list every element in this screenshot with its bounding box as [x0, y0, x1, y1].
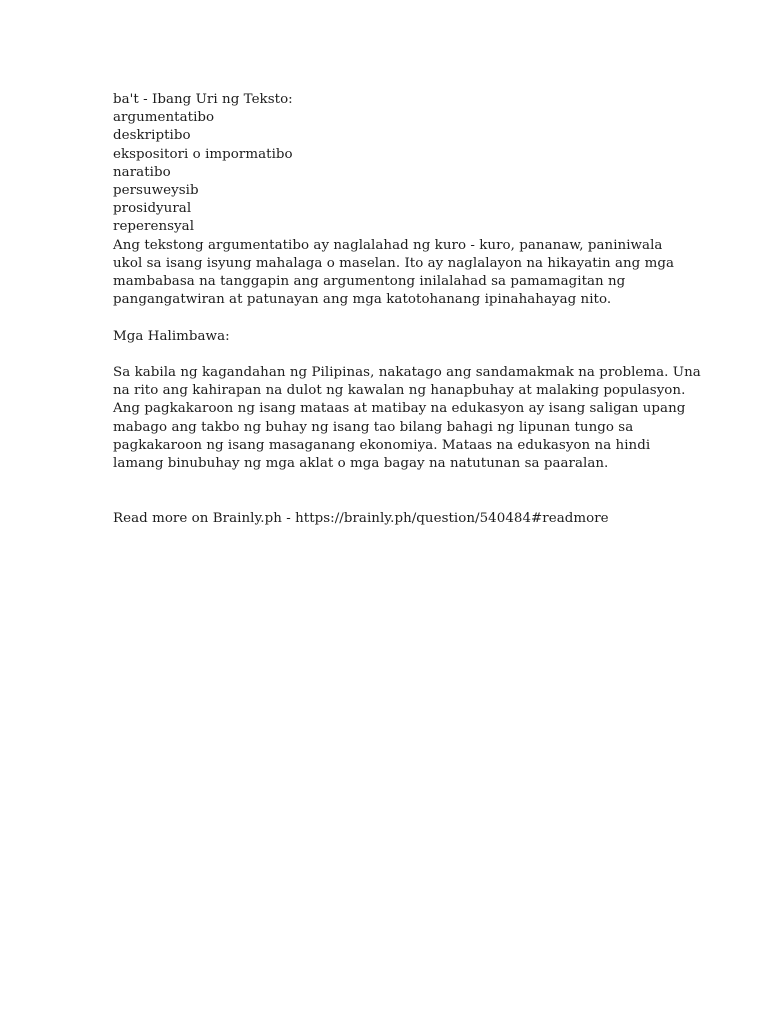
example-line: Ang pagkakaroon ng isang mataas at matibay na edukasyon ay isang saligan upang	[113, 401, 686, 417]
document-heading: ba't - Ibang Uri ng Teksto:	[113, 92, 293, 107]
text-types-list	[113, 109, 673, 236]
example-line: pagkakaroon ng isang masaganang ekonomiya. Mataas na edukasyon na hindi	[113, 437, 651, 453]
text-type-item: reperensyal	[113, 219, 195, 235]
examples-heading: Mga Halimbawa:	[113, 328, 230, 344]
text-type-item: persuweysib	[113, 183, 199, 199]
definition-line: mambabasa na tanggapin ang argumentong inilalahad sa pamamagitan ng	[113, 274, 626, 290]
text-type-item: deskriptibo	[113, 128, 191, 144]
text-type-item: prosidyural	[113, 201, 192, 217]
definition-line: pangangatwiran at patunayan ang mga katotohanang ipinahahayag nito.	[113, 292, 612, 308]
text-type-item: ekspositori o impormatibo	[113, 146, 293, 162]
example-line: na rito ang kahirapan na dulot ng kawalan ng hanapbuhay at malaking populasyon.	[113, 383, 686, 399]
text-type-item: argumentatibo	[113, 110, 215, 126]
example-line: mabago ang takbo ng buhay ng isang tao bilang bahagi ng lipunan tungo sa	[113, 419, 634, 435]
example-line: Sa kabila ng kagandahan ng Pilipinas, nakatago ang sandamakmak na problema. Una	[113, 365, 701, 381]
definition-line: Ang tekstong argumentatibo ay naglalahad ng kuro - kuro, pananaw, paniniwala	[113, 237, 663, 253]
text-type-item: naratibo	[113, 164, 171, 180]
example-paragraph	[113, 364, 701, 473]
example-line: lamang binubuhay ng mga aklat o mga bagay na natutunan sa paaralan.	[113, 456, 609, 472]
document-content	[113, 91, 701, 528]
definition-line: ukol sa isang isyung mahalaga o maselan. Ito ay naglalayon na hikayatin ang mga	[113, 255, 675, 271]
definition-paragraph	[113, 237, 673, 310]
source-footer: Read more on Brainly.ph - https://brainly.ph/question/540484#readmore	[113, 510, 609, 526]
